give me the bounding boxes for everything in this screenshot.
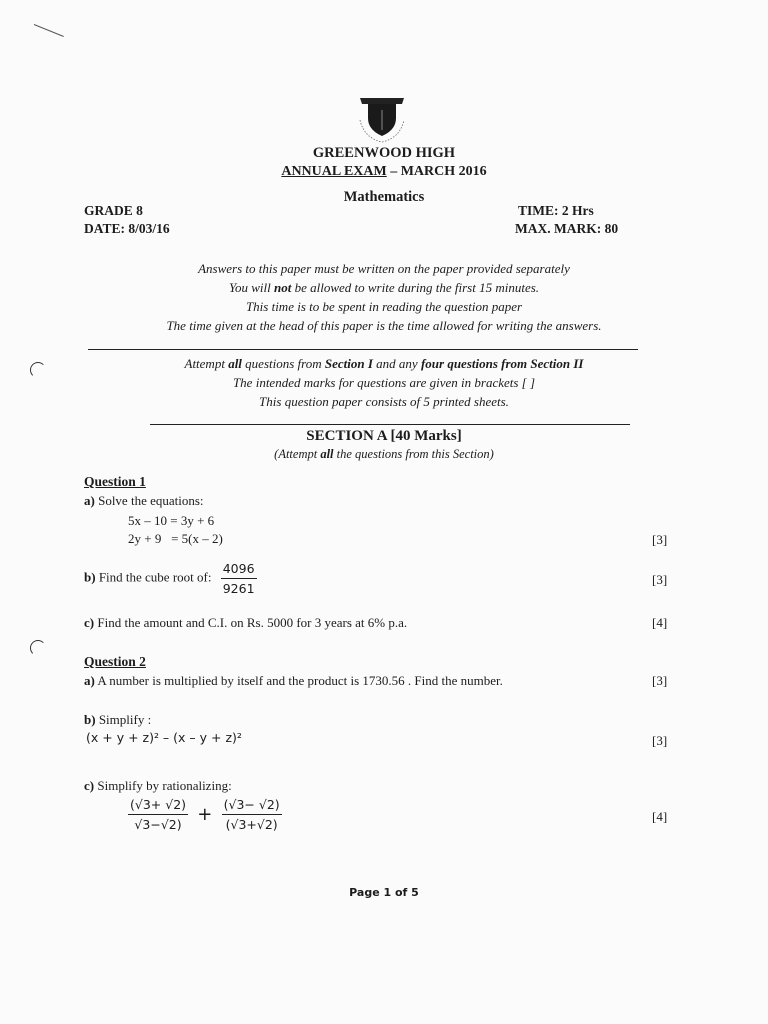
- q1b-text: [84, 561, 257, 596]
- section-subtitle: [0, 447, 768, 462]
- q2b-prompt: Simplify :: [95, 712, 152, 727]
- q2a-marks: [3]: [652, 673, 668, 688]
- instruction-line: The time given at the head of this paper is the time allowed for writing the answers.: [166, 318, 602, 333]
- section-subtitle-text: the questions from this Section): [333, 447, 494, 461]
- q1a-label: a): [84, 493, 95, 508]
- q1b-marks: [3]: [652, 572, 668, 587]
- section-subtitle-text: (Attempt: [274, 447, 321, 461]
- attempt-text: and any: [372, 356, 421, 371]
- instruction-text: be allowed to write during the first 15 minutes.: [291, 280, 540, 295]
- note-line: This question paper consists of 5 printed sheets.: [259, 394, 509, 409]
- q2b-expression: (x + y + z)² – (x – y + z)²: [86, 730, 242, 745]
- q2c-text: [84, 778, 232, 794]
- school-crest-logo: [354, 90, 410, 146]
- q1c-text: [84, 615, 407, 631]
- q2c-expression: [128, 797, 282, 832]
- q2c-fraction-2-denominator: (√3+√2): [225, 817, 278, 832]
- attempt-text: questions from: [241, 356, 325, 371]
- instruction-line: This time is to be spent in reading the question paper: [245, 299, 523, 314]
- q2c-label: c): [84, 778, 95, 793]
- instruction-line: Answers to this paper must be written on the paper provided separately: [198, 261, 570, 276]
- q2a-text: [84, 673, 503, 689]
- plus-sign: +: [197, 804, 213, 825]
- scan-mark: [34, 24, 64, 37]
- q2c-fraction-2-numerator: (√3− √2): [222, 797, 282, 815]
- instruction-line: [0, 278, 768, 297]
- q1c-label: c): [84, 615, 95, 630]
- grade-label: GRADE 8: [84, 203, 143, 218]
- q1a-equation-1: 5x – 10 = 3y + 6: [128, 513, 215, 528]
- q2c-prompt: Simplify by rationalizing:: [94, 778, 232, 793]
- instruction-text: You will: [228, 280, 274, 295]
- q2a-prompt: A number is multiplied by itself and the product is 1730.56 . Find the number.: [94, 673, 503, 688]
- subject-title: Mathematics: [343, 189, 425, 205]
- instructions: [0, 259, 768, 335]
- section-subtitle-emphasis: all: [320, 447, 334, 461]
- section-title: SECTION A [40 Marks]: [306, 428, 462, 444]
- q1b-denominator: 9261: [222, 581, 255, 596]
- q2b-text: [84, 712, 151, 728]
- q1c-prompt: Find the amount and C.I. on Rs. 5000 for 3 years at 6% p.a.: [94, 615, 408, 630]
- question-2-heading: Question 2: [84, 654, 146, 669]
- instruction-emphasis: not: [273, 280, 292, 295]
- q1a-prompt: Solve the equations:: [94, 493, 204, 508]
- q2c-fraction-2: [222, 797, 282, 832]
- q1a-equation-2: 2y + 9 = 5(x – 2): [128, 531, 223, 546]
- q1a-marks: [3]: [652, 532, 668, 547]
- q2b-marks: [3]: [652, 733, 668, 748]
- punch-hole: [30, 640, 46, 656]
- attempt-emphasis: Section I: [324, 356, 373, 371]
- q2c-fraction-1-numerator: (√3+ √2): [128, 797, 188, 815]
- attempt-text: Attempt: [184, 356, 229, 371]
- time-label: TIME: 2 Hrs: [518, 203, 594, 218]
- q1c-marks: [4]: [652, 615, 668, 630]
- q1a-text: [84, 493, 204, 509]
- q1b-prompt: Find the cube root of:: [95, 569, 212, 585]
- divider: [88, 349, 638, 350]
- attempt-notes: [0, 354, 768, 411]
- question-1-heading: Question 1: [84, 474, 146, 489]
- page-number: Page 1 of 5: [349, 886, 419, 899]
- exam-title: [0, 164, 768, 180]
- q1b-fraction: [221, 561, 257, 596]
- q2c-fraction-1-denominator: √3−√2): [134, 817, 182, 832]
- attempt-emphasis: all: [228, 356, 242, 371]
- q2b-label: b): [84, 712, 96, 727]
- exam-title-part2: – MARCH 2016: [386, 164, 487, 179]
- note-line: The intended marks for questions are given in brackets [ ]: [232, 375, 536, 390]
- attempt-emphasis: four questions from Section II: [420, 356, 584, 371]
- school-name: GREENWOOD HIGH: [312, 145, 456, 161]
- date-label: DATE: 8/03/16: [84, 221, 170, 236]
- divider: [150, 424, 630, 425]
- exam-title-part1: ANNUAL EXAM: [281, 164, 387, 179]
- q1b-numerator: 4096: [221, 561, 257, 579]
- attempt-line: [0, 354, 768, 373]
- max-mark-label: MAX. MARK: 80: [515, 221, 619, 236]
- q1b-label: b): [84, 569, 96, 585]
- q2a-label: a): [84, 673, 95, 688]
- q2c-fraction-1: [128, 797, 188, 832]
- q2c-marks: [4]: [652, 809, 668, 824]
